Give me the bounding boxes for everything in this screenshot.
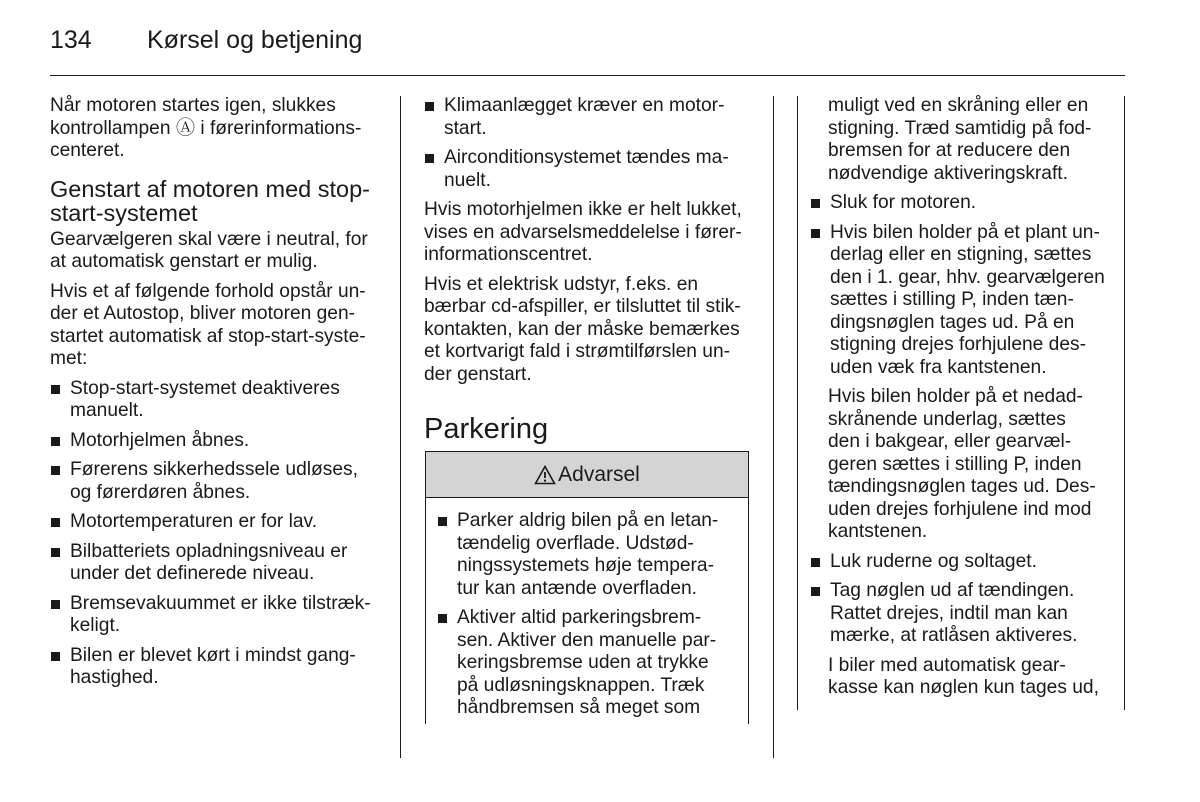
text-line: bærbar cd-afspiller, er tilsluttet til stik-	[424, 296, 741, 317]
text-line: stigning. Træd samtidig på fod-	[828, 117, 1092, 139]
section-heading-parkering: Parkering	[424, 413, 549, 445]
bullet-item	[50, 511, 380, 534]
warning-header	[425, 451, 749, 498]
column-3	[810, 95, 1110, 707]
text-line: der et Autostop, bliver motoren gen-	[50, 303, 356, 324]
text-line: den i 1. gear, hhv. gearvælgeren	[830, 266, 1105, 288]
bullet-item	[50, 430, 380, 453]
warning-box-right-edge	[748, 498, 749, 724]
bullet-item	[437, 607, 737, 720]
text-line: Motorhjelmen åbnes.	[70, 429, 250, 451]
text-line: uden væk fra kantstenen.	[830, 356, 1047, 378]
column-2	[424, 95, 754, 460]
bullet-item	[810, 580, 1110, 648]
text-line: Motortemperaturen er for lav.	[70, 511, 318, 532]
text-line: Stop-start-systemet deaktiveres	[70, 377, 340, 399]
text-line: bremsen for at reducere den	[828, 140, 1071, 161]
bullet-item	[50, 593, 380, 638]
text-line: kasse kan nøglen kun tages ud,	[828, 677, 1099, 698]
text-line: Hvis et elektrisk udstyr, f.eks. en	[424, 273, 699, 295]
text-line: Bilbatteriets opladningsniveau er	[70, 540, 348, 562]
text-line: Bremsevakuummet er ikke tilstræk-	[70, 592, 371, 614]
text-line: geren sættes i stilling P, inden	[828, 453, 1082, 475]
text-line: stigning drejes forhjulene des-	[830, 334, 1086, 355]
text-line: start-systemet	[50, 199, 198, 226]
continued-paragraph	[810, 95, 1110, 185]
page-number: 134	[50, 26, 92, 54]
text-line: uden drejes forhjulene ind mod	[828, 498, 1092, 520]
text-line: Tag nøglen ud af tændingen.	[830, 580, 1075, 601]
text-line: tændelig overflade. Udstød-	[457, 532, 694, 554]
column-divider-3	[797, 96, 798, 710]
text-line: et kortvarigt fald i strømtilførslen un-	[424, 341, 731, 362]
bullet-item	[50, 378, 380, 423]
bullet-item	[437, 510, 737, 600]
text-line: Førerens sikkerhedssele udløses,	[70, 459, 358, 480]
bullet-item	[424, 95, 754, 140]
text-line: Genstart af motoren med stop-	[50, 175, 371, 202]
text-line: vises en advarselsmeddelelse i fører-	[424, 221, 742, 243]
text-line: under det definerede niveau.	[70, 563, 315, 584]
text-line: på udløsningsknappen. Træk	[457, 674, 705, 696]
text-line: Gearvælgeren skal være i neutral, for	[50, 228, 368, 250]
text-line: Luk ruderne og soltaget.	[830, 550, 1037, 572]
warning-body	[437, 510, 737, 727]
text-line: Hvis et af følgende forhold opstår un-	[50, 280, 366, 302]
text-line: Airconditionsystemet tændes ma-	[444, 147, 729, 168]
text-line: centeret.	[50, 140, 125, 161]
bullet-item	[50, 459, 380, 504]
text-line: Hvis bilen holder på et nedad-	[828, 386, 1083, 407]
warning-triangle-icon	[534, 465, 556, 485]
paragraph	[424, 274, 754, 387]
bullet-item	[424, 147, 754, 192]
text-line: sættes i stilling P, inden tæn-	[830, 289, 1074, 310]
text-line: den i bakgear, eller gearvæl-	[828, 431, 1072, 452]
text-line: nuelt.	[444, 169, 491, 191]
text-line: Bilen er blevet kørt i mindst gang-	[70, 644, 356, 666]
text-line: keringsbremse uden at trykke	[457, 652, 709, 673]
text-line: I biler med automatisk gear-	[828, 654, 1066, 676]
text-line: skrånende underlag, sættes	[828, 408, 1066, 430]
text-line: startet automatisk af stop-start-syste-	[50, 325, 366, 347]
text-line: tændingsnøglen tages ud. Des-	[828, 476, 1096, 497]
warning-box-left-edge	[425, 498, 426, 724]
text-line: Hvis bilen holder på et plant un-	[830, 221, 1100, 243]
text-line: Klimaanlægget kræver en motor-	[444, 95, 725, 116]
text-line: derlag eller en stigning, sættes	[830, 244, 1092, 265]
column-1	[50, 95, 380, 697]
text-line: manuelt.	[70, 400, 144, 421]
text-line: start.	[444, 117, 487, 139]
text-line: tur kan antænde overfladen.	[457, 577, 698, 599]
text-line: informationscentret.	[424, 244, 593, 265]
text-line: kontakten, kan der måske bemærkes	[424, 318, 740, 340]
text-line: Rattet drejes, indtil man kan	[830, 602, 1068, 624]
warning-label: Advarsel	[558, 462, 640, 486]
text-line: kontrollampen Ⓐ i førerinformations-	[50, 117, 362, 139]
text-line: Aktiver altid parkeringsbrem-	[457, 607, 702, 628]
text-line: nødvendige aktiveringskraft.	[828, 162, 1068, 184]
indented-paragraph	[810, 386, 1110, 544]
text-line: Hvis motorhjelmen ikke er helt lukket,	[424, 199, 742, 220]
text-line: ningssystemets høje tempera-	[457, 555, 714, 576]
text-line: Når motoren startes igen, slukkes	[50, 95, 336, 116]
indented-paragraph	[810, 655, 1110, 700]
intro-paragraph	[50, 95, 380, 163]
text-line: og førerdøren åbnes.	[70, 481, 251, 503]
text-line: Sluk for motoren.	[830, 192, 977, 213]
page-header-title: Kørsel og betjening	[147, 26, 363, 54]
text-line: der genstart.	[424, 363, 532, 385]
paragraph	[50, 229, 380, 274]
bullet-item	[810, 192, 1110, 215]
text-line: muligt ved en skråning eller en	[828, 95, 1089, 116]
header-rule	[50, 75, 1125, 76]
text-line: met:	[50, 348, 88, 369]
text-line: håndbremsen så meget som	[457, 697, 701, 718]
bullet-item	[50, 541, 380, 586]
text-line: mærke, at ratlåsen aktiveres.	[830, 625, 1078, 646]
paragraph	[424, 199, 754, 267]
bullet-item	[810, 551, 1110, 574]
column-divider-4	[1124, 96, 1125, 710]
text-line: sen. Aktiver den manuelle par-	[457, 629, 717, 651]
paragraph	[50, 281, 380, 371]
bullet-item	[810, 222, 1110, 380]
bullet-item	[50, 645, 380, 690]
text-line: kantstenen.	[828, 521, 928, 542]
text-line: hastighed.	[70, 667, 159, 688]
column-divider-2	[773, 96, 774, 758]
text-line: Parker aldrig bilen på en letan-	[457, 510, 719, 531]
text-line: dingsnøglen tages ud. På en	[830, 311, 1075, 333]
text-line: at automatisk genstart er mulig.	[50, 251, 318, 272]
text-line: keligt.	[70, 615, 121, 636]
section-subheading	[50, 177, 380, 225]
column-divider-1	[400, 96, 401, 758]
